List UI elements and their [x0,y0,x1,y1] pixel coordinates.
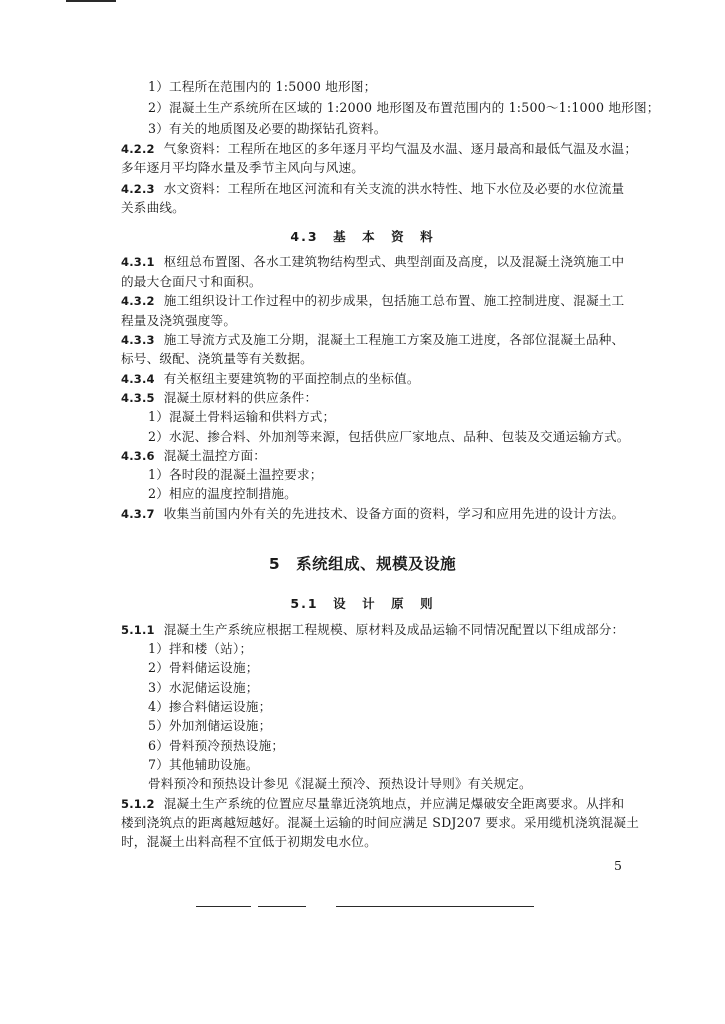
paragraph-line: 5.1.2 混凝土生产系统的位置应尽量靠近浇筑地点，并应满足爆破安全距离要求。从拌和 [121,796,625,811]
list-item: 1）工程所在范围内的 1:5000 地形图； [148,79,377,94]
paragraph-line: 时，混凝土出料高程不宜低于初期发电水位。 [121,834,377,849]
list-item: 7）其他辅助设施。 [148,757,259,772]
paragraph-line: 4.3.3 施工导流方式及施工分期，混凝土工程施工方案及施工进度，各部位混凝土品种、 [121,332,625,347]
paragraph-line: 骨料预冷和预热设计参见《混凝土预冷、预热设计导则》有关规定。 [148,776,532,791]
paragraph-line: 4.3.5 混凝土原材料的供应条件： [121,390,318,405]
list-item: 2）骨料储运设施； [148,660,259,675]
paragraph-line: 4.3.2 施工组织设计工作过程中的初步成果，包括施工总布置、施工控制进度、混凝土工 [121,293,625,308]
list-item: 1）拌和楼（站）； [148,641,253,656]
paragraph-line: 4.3.4 有关枢纽主要建筑物的平面控制点的坐标值。 [121,371,420,386]
paragraph-line: 关系曲线。 [121,200,185,215]
list-item: 6）骨料预冷预热设施； [148,738,285,753]
chapter-heading: 5 系统组成、规模及设施 [268,555,457,573]
scan-artifact-bottom [258,906,306,907]
paragraph-line: 4.2.2 气象资料：工程所在地区的多年逐月平均气温及水温、逐月最高和最低气温及水温； [121,141,638,156]
paragraph-line: 4.3.7 收集当前国内外有关的先进技术、设备方面的资料，学习和应用先进的设计方法。 [121,506,625,521]
list-item: 3）水泥储运设施； [148,680,259,695]
section-heading: 5.1 设 计 原 则 [290,596,435,611]
list-item: 3）有关的地质图及必要的勘探钻孔资料。 [148,121,387,136]
scan-artifact-bottom [196,906,251,907]
list-item: 2）相应的温度控制措施。 [148,486,297,501]
paragraph-line: 5.1.1 混凝土生产系统应根据工程规模、原材料及成品运输不同情况配置以下组成部分： [121,622,625,637]
scan-artifact-top [66,0,116,2]
paragraph-line: 多年逐月平均降水量及季节主风向与风速。 [121,160,365,175]
list-item: 4）掺合料储运设施； [148,699,272,714]
paragraph-line: 标号、级配、浇筑量等有关数据。 [121,351,313,366]
list-item: 2）水泥、掺合料、外加剂等来源，包括供应厂家地点、品种、包装及交通运输方式。 [148,429,630,444]
list-item: 1）各时段的混凝土温控要求； [148,467,323,482]
paragraph-line: 楼到浇筑点的距离越短越好。混凝土运输的时间应满足 SDJ207 要求。采用缆机浇筑混凝土 [121,815,639,830]
section-heading: 4.3 基 本 资 料 [290,229,435,244]
list-item: 2）混凝土生产系统所在区域的 1:2000 地形图及布置范围内的 1:500～1:1000 地形图； [148,100,660,115]
paragraph-line: 4.2.3 水文资料：工程所在地区河流和有关支流的洪水特性、地下水位及必要的水位流量 [121,181,625,196]
list-item: 5）外加剂储运设施； [148,718,272,733]
paragraph-line: 程量及浇筑强度等。 [121,313,237,328]
list-item: 1）混凝土骨料运输和供料方式； [148,409,336,424]
paragraph-line: 的最大仓面尺寸和面积。 [121,274,262,289]
scan-artifact-bottom [336,906,534,907]
paragraph-line: 4.3.6 混凝土温控方面： [121,448,267,463]
page-number: 5 [614,858,622,873]
paragraph-line: 4.3.1 枢纽总布置图、各水工建筑物结构型式、典型剖面及高度，以及混凝土浇筑施工中 [121,254,625,269]
